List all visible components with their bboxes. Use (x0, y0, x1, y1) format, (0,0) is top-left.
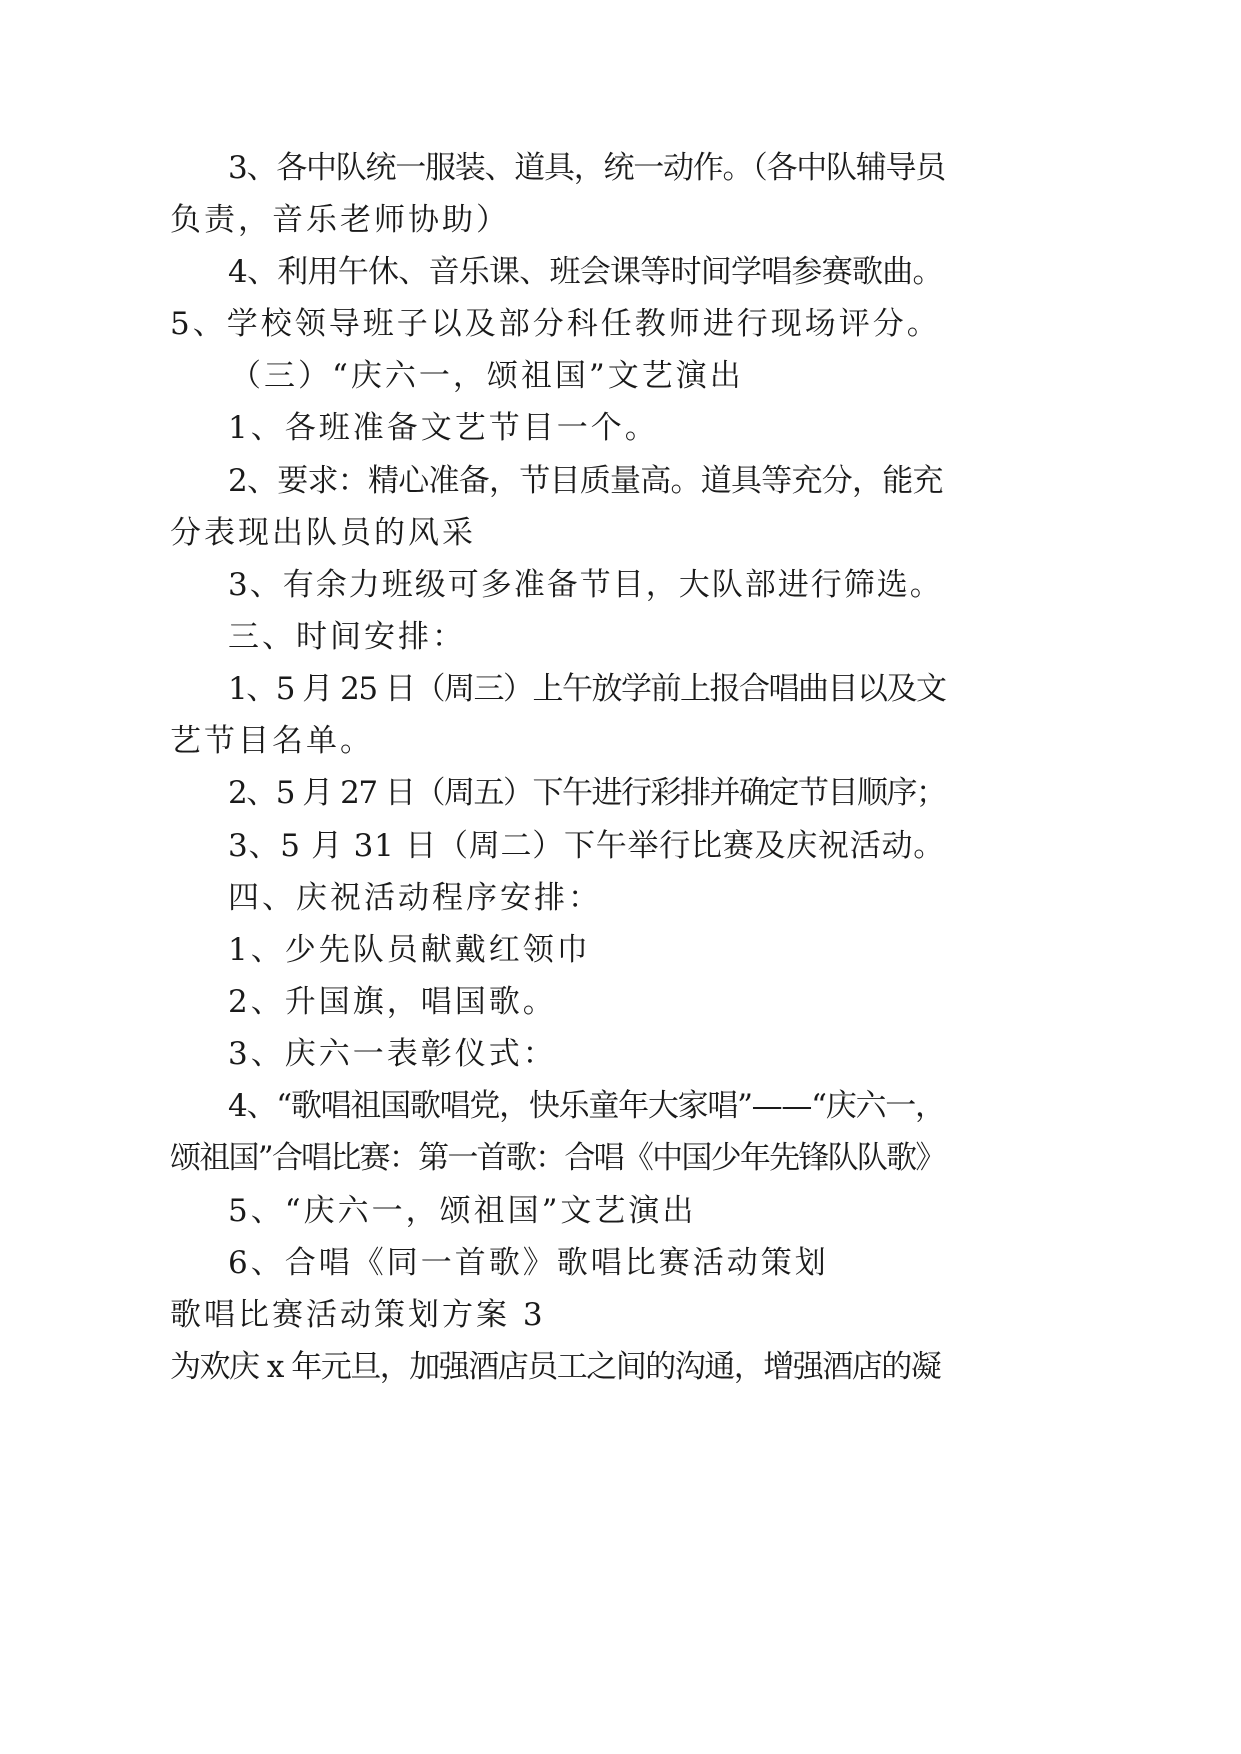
text-line: 6、合唱《同一首歌》歌唱比赛活动策划 (228, 1245, 829, 1281)
text-line: 2、升国旗，唱国歌。 (228, 984, 557, 1020)
text-line: 2、5 月 27 日（周五）下午进行彩排并确定节目顺序； (228, 775, 946, 811)
text-line: 1、5 月 25 日（周三）上午放学前上报合唱曲目以及文 (228, 671, 946, 707)
text-line: 2、要求：精心准备，节目质量高。道具等充分，能充 (228, 463, 943, 499)
text-line: 分表现出队员的风采 (170, 515, 476, 551)
text-line: 3、庆六一表彰仪式： (228, 1036, 557, 1072)
text-line: 1、少先队员献戴红领巾 (228, 932, 591, 968)
text-line: 5、学校领导班子以及部分科任教师进行现场评分。 (170, 306, 941, 342)
section-heading: （三）“庆六一，颂祖国”文艺演出 (230, 358, 744, 394)
text-line: 颂祖国”合唱比赛：第一首歌：合唱《中国少年先锋队队歌》 (170, 1140, 945, 1176)
text-line: 艺节目名单。 (170, 723, 374, 759)
text-line: 1、各班准备文艺节目一个。 (228, 410, 659, 446)
section-heading: 四、庆祝活动程序安排： (228, 880, 602, 916)
section-heading: 三、时间安排： (228, 619, 466, 655)
text-line: 5、“庆六一，颂祖国”文艺演出 (228, 1193, 697, 1229)
text-line: 3、有余力班级可多准备节目，大队部进行筛选。 (228, 567, 943, 603)
text-line: 4、“歌唱祖国歌唱党，快乐童年大家唱”——“庆六一， (228, 1088, 945, 1124)
text-line: 3、各中队统一服装、道具，统一动作。（各中队辅导员 (228, 150, 945, 186)
text-line: 4、利用午休、音乐课、班会课等时间学唱参赛歌曲。 (228, 254, 943, 290)
text-line: 3、5 月 31 日（周二）下午举行比赛及庆祝活动。 (228, 828, 945, 864)
text-line: 负责，音乐老师协助） (170, 202, 510, 238)
text-line: 为欢庆 x 年元旦，加强酒店员工之间的沟通，增强酒店的凝 (170, 1349, 941, 1385)
document-title: 歌唱比赛活动策划方案 3 (170, 1297, 546, 1333)
